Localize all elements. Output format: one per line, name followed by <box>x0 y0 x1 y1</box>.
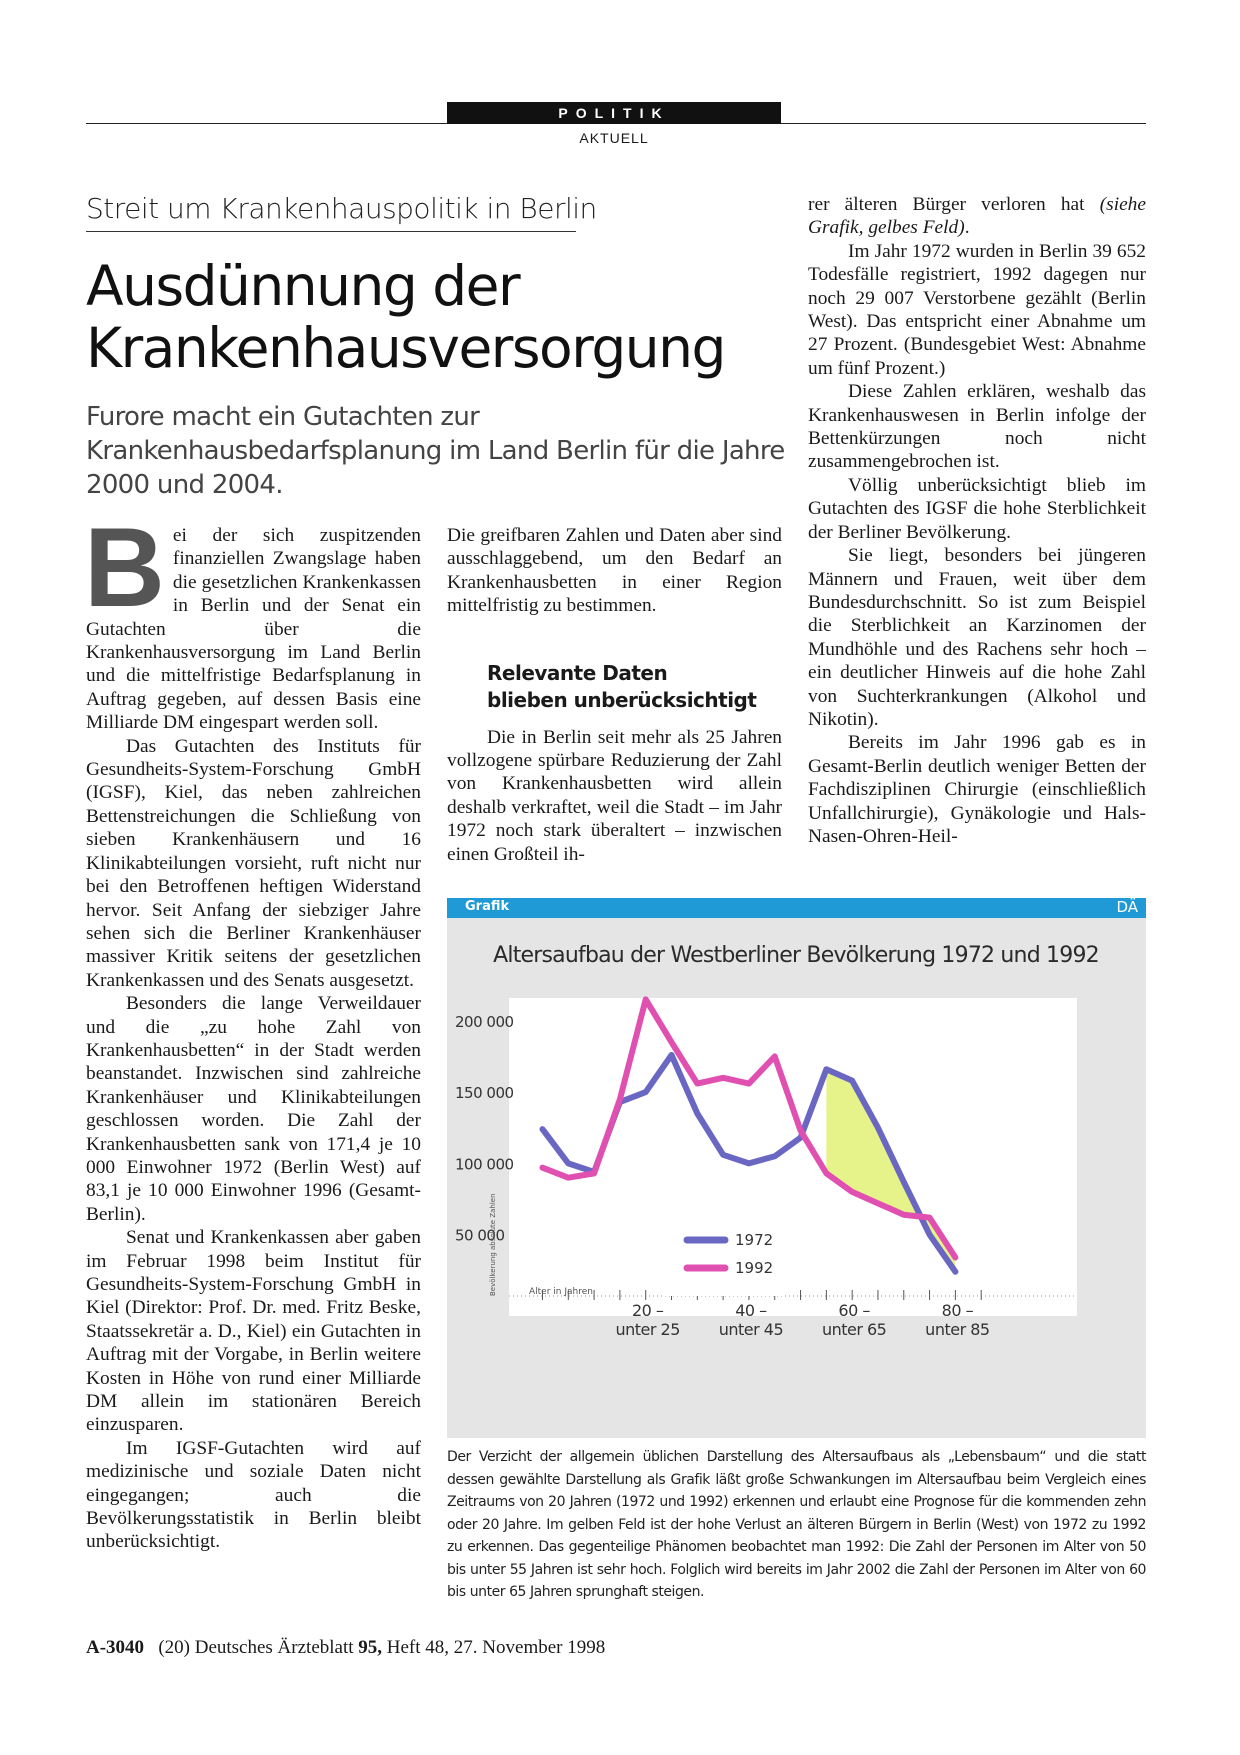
figure-box <box>447 898 1146 1438</box>
figure-caption: Der Verzicht der allgemein üblichen Darstellung des Altersaufbaus als „Lebensbaum“ und die statt dessen gewählte Darstellung als Grafik läßt große Schwankungen im Altersaufbau beim Vergleich eines Zeitraums von 20 Jahren (1972 und 1992) erkennen und erlaubt eine Prognose für die kommenden zehn oder 20 Jahre. Im gelben Feld ist der hohe Verlust an älteren Bürgern in Berlin (West) von 1972 zu 1992 zu erkennen. Das gegenteilige Phänomen beobachtet man 1992: Die Zahl der Personen im Alter von 50 bis unter 55 Jahren ist sehr hoch. Folglich wird bereits im Jahr 2002 die Zahl der Personen im Alter von 60 bis unter 65 Jahren sprunghaft steigen. <box>447 1449 1146 1600</box>
x-tick-label: unter 65 <box>821 1320 887 1339</box>
paragraph: Im Jahr 1972 wurden in Berlin 39 652 Todesfälle registriert, 1992 dagegen nur noch 29 007 Verstorbene gezählt (Berlin West). Das entspricht einer Abnahme um 27 Prozent. (Bundesgebiet West: Abnahme um fünf Prozent.) <box>808 240 1146 379</box>
article-headline <box>86 255 786 379</box>
y-axis-label: Bevölkerung absolute Zahlen <box>489 1193 497 1296</box>
legend-label-1992: 1992 <box>735 1259 774 1277</box>
y-tick-label: 100 000 <box>455 1155 514 1174</box>
plot-background <box>509 998 1077 1316</box>
page-footer <box>86 1637 605 1659</box>
x-tick-label: 80 – <box>941 1301 974 1320</box>
paragraph: Besonders die lange Verweildauer und die „zu hohe Zahl von Krankenhausbetten“ in der Stadt werden beanstandet. Inzwischen sind zahlreiche Krankenhäuser und Klinikabteilungen geschlossen worden. Die Zahl der Krankenhausbetten sank von 171,4 je 10 000 Einwohner 1972 (Berlin West) auf 83,1 je 10 000 Einwohner 1996 (Gesamt-Berlin). <box>86 993 421 1225</box>
y-tick-label: 150 000 <box>455 1084 514 1103</box>
legend-label-1972: 1972 <box>735 1231 774 1249</box>
section-label: POLITIK <box>447 102 781 124</box>
paragraph: rer älteren Bürger verloren hat (siehe Grafik, gelbes Feld). <box>808 194 1146 239</box>
journal-volume: 95, <box>358 1637 383 1658</box>
body-column-1 <box>84 505 421 1554</box>
chart-title: Altersaufbau der Westberliner Bevölkerung 1972 und 1992 <box>493 943 1099 968</box>
rubric-label: AKTUELL <box>579 130 649 146</box>
paragraph: Bei der sich zuspitzenden finanziellen Zwangslage haben die gesetzlichen Krankenkassen in Berlin und der Senat ein Gutachten über die Krankenhausversorgung im Land Berlin und die mittelfristige Bedarfsplanung in Auftrag gegeben, auf dessen Basis eine Milliarde DM eingespart werden soll. <box>84 505 421 734</box>
page-code: A-3040 <box>86 1637 145 1658</box>
journal-issue: Heft 48, 27. November 1998 <box>386 1637 606 1658</box>
x-tick-label: unter 25 <box>615 1320 680 1339</box>
paragraph: Sie liegt, besonders bei jüngeren Männern und Frauen, weit über dem Bundesdurchschnitt. So ist zum Beispiel die Sterblichkeit an Karzinomen der Mundhöhle und des Rachens sehr hoch – ein deutlicher Hinweis auf die hohe Zahl von Suchterkrankungen (Alkohol und Nikotin). <box>808 545 1146 730</box>
figure-reference: (siehe Grafik, gelbes Feld) <box>808 194 1146 239</box>
x-tick-label: unter 85 <box>925 1320 990 1339</box>
journal-logo: DÄ <box>1116 898 1138 916</box>
paragraph: Diese Zahlen erklären, weshalb das Krankenhauswesen in Berlin infolge der Bettenkürzungen noch nicht zusammengebrochen ist. <box>808 381 1146 473</box>
y-tick-label: 200 000 <box>455 1012 514 1031</box>
x-axis-label: Alter in Jahren <box>529 1287 593 1297</box>
figure-label: Grafik <box>465 899 510 914</box>
headline-line-2: Krankenhausversorgung <box>86 316 725 380</box>
paragraph: Bereits im Jahr 1996 gab es in Gesamt-Berlin deutlich weniger Betten der Fachdisziplinen Chirurgie (einschließlich Unfallchirurgie), Gynäkologie und Hals-Nasen-Ohren-Heil- <box>808 732 1146 847</box>
paragraph: Im IGSF-Gutachten wird auf medizinische und soziale Daten nicht eingegangen; auch die Bevölkerungsstatistik in Berlin bleibt unberücksichtigt. <box>86 1437 421 1553</box>
x-tick-label: 20 – <box>631 1301 664 1320</box>
article-kicker: Streit um Krankenhauspolitik in Berlin <box>86 192 576 232</box>
paragraph: Die greifbaren Zahlen und Daten aber sind ausschlaggebend, um den Bedarf an Krankenhausbetten in einer Region mittelfristig zu bestimmen. <box>447 525 782 617</box>
x-tick-label: unter 45 <box>718 1320 784 1339</box>
headline-line-1: Ausdünnung der <box>86 254 520 318</box>
paragraph: Die in Berlin seit mehr als 25 Jahren vollzogene spürbare Reduzierung der Zahl von Krankenhausbetten wird allein deshalb verkraftet, weil die Stadt – im Jahr 1972 noch stark überaltert – inzwischen einen Großteil ih- <box>447 726 782 865</box>
drop-cap: B <box>84 505 165 630</box>
journal-name: (20) Deutsches Ärzteblatt <box>158 1637 354 1658</box>
paragraph: Das Gutachten des Instituts für Gesundheits-System-Forschung GmbH (IGSF), Kiel, das neben zahlreichen Bettenstreichungen die Schließung von sieben Krankenhäusern und 16 Klinikabteilungen vorsieht, ruft nicht nur bei den Betroffenen heftigen Widerstand hervor. Seit Anfang der siebziger Jahre sehen sich die Berliner Krankenhäuser massiver Kritik seitens der gesetzlichen Krankenkassen und des Senats ausgesetzt. <box>86 735 421 991</box>
x-tick-label: 60 – <box>838 1301 870 1320</box>
x-tick-label: 40 – <box>735 1301 767 1320</box>
legend-box <box>663 1216 783 1296</box>
age-structure-chart <box>447 898 1146 1438</box>
section-subheading: Relevante Daten blieben unberücksichtigt <box>487 660 757 712</box>
article-deck: Furore macht ein Gutachten zur Krankenhausbedarfsplanung im Land Berlin für die Jahre 2000 und 2004. <box>86 402 785 500</box>
body-column-3 <box>808 193 1146 848</box>
paragraph: Völlig unberücksichtigt blieb im Gutachten des IGSF die hohe Sterblichkeit der Berliner Bevölkerung. <box>808 474 1146 543</box>
paragraph: Senat und Krankenkassen aber gaben im Februar 1998 beim Institut für Gesundheits-System-Forschung GmbH in Kiel (Direktor: Prof. Dr. med. Fritz Beske, Staatssekretär a. D., Kiel) ein Gutachten in Auftrag mit der Vorgabe, in Berlin weitere Kosten in Höhe von rund einer Milliarde DM allein im stationären Bereich einzusparen. <box>86 1227 421 1436</box>
y-tick-label: 50 000 <box>455 1226 505 1245</box>
body-column-2 <box>447 524 782 866</box>
